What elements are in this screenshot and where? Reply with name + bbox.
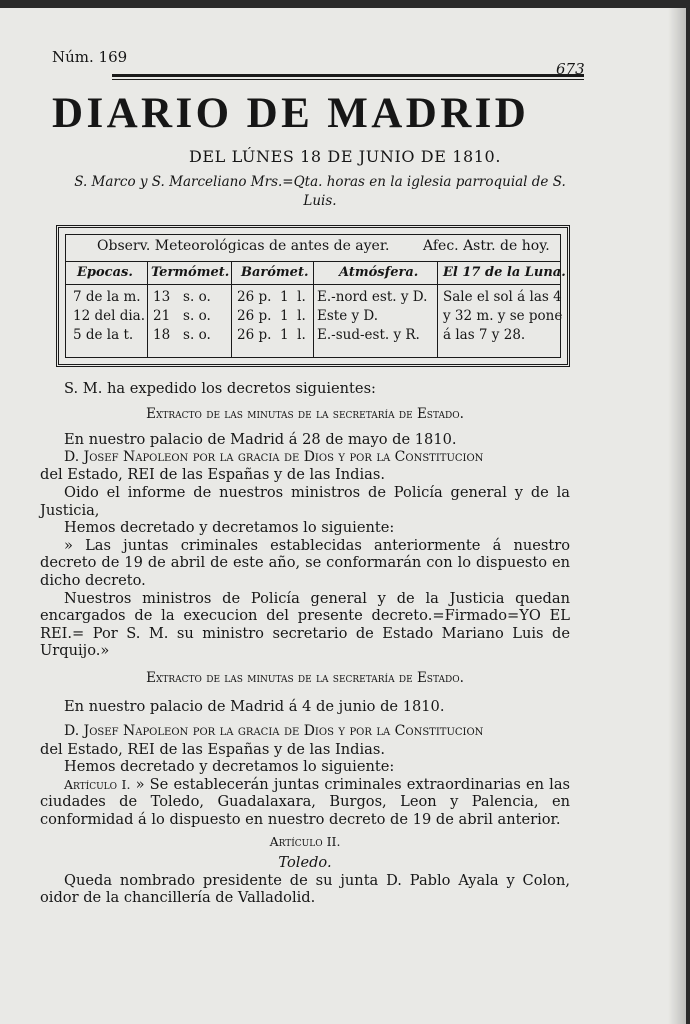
header-rule — [112, 74, 584, 80]
weather-cell-atmos: E.-nord est. y D. — [317, 289, 428, 305]
page-number: 673 — [556, 60, 585, 78]
weather-cell-luna: Sale el sol á las 4 — [443, 289, 562, 305]
col-header-luna: El 17 de la Luna. — [443, 265, 566, 280]
col-header-atmosfera: Atmósfera. — [339, 265, 419, 280]
decree-text: » Las juntas criminales establecidas anteriormente á nuestro decreto de 19 de abril de este año, se conformarán con lo dispuesto en dicho decreto. — [40, 536, 570, 589]
weather-column-divider — [313, 261, 314, 358]
weather-column-divider — [231, 261, 232, 358]
weather-cell-epoca: 12 del dia. — [73, 308, 146, 324]
col-header-barometro: Barómet. — [241, 265, 309, 280]
king-title: del Estado, REI de las Españas y de las Indias. — [40, 466, 385, 484]
section-heading: Extracto de las minutas de la secretaría de Estado. — [146, 405, 464, 422]
weather-cell-baro: 26 p. 1 l. — [237, 308, 306, 324]
article-label: Artículo II. — [269, 833, 341, 849]
decree-place-date: En nuestro palacio de Madrid á 4 de junio de 1810. — [64, 697, 445, 715]
appointment-text: Queda nombrado presidente de su junta D. Pablo Ayala y Colon, oidor de la chancillería de Valladolid. — [40, 871, 570, 907]
article-text: » Se establecerán juntas criminales extraordinarias en las ciudades de Toledo, Guadalaxara, Burgos, Leon y Palencia, en conformidad á lo dispuesto en nuestro decreto de 19 de abril anterior. — [40, 775, 571, 829]
col-header-epocas: Epocas. — [77, 265, 133, 280]
intro-line: S. M. ha expedido los decretos siguientes: — [64, 380, 376, 397]
weather-cell-epoca: 7 de la m. — [73, 289, 141, 305]
article-one — [40, 776, 570, 829]
decree-signature: Nuestros ministros de Policía general y de la Justicia quedan encargados de la execucion del presente decreto.=Firmado=YO EL REI.= Por S. M. su ministro secretario de Estado Mariano Luis de Urquijo.» — [40, 589, 570, 660]
dateline: DEL LÚNES 18 DE JUNIO DE 1810. — [188, 147, 502, 166]
issue-number: Núm. 169 — [52, 48, 128, 66]
weather-cell-atmos: E.-sud-est. y R. — [317, 327, 420, 343]
decree-preamble: Oido el informe de nuestros ministros de Policía general y de la Justicia, — [40, 483, 570, 519]
weather-heading-astronomy: Afec. Astr. de hoy. — [423, 238, 550, 254]
weather-table — [56, 225, 570, 367]
weather-cell-atmos: Este y D. — [317, 308, 379, 324]
newspaper-page — [0, 8, 686, 1024]
article-body — [40, 380, 570, 907]
weather-cell-luna: á las 7 y 28. — [443, 327, 526, 343]
weather-cell-luna: y 32 m. y se pone — [443, 308, 563, 324]
weather-cell-baro: 26 p. 1 l. — [237, 289, 306, 305]
saints-of-day: S. Marco y S. Marceliano Mrs.=Qta. horas en la iglesia parroquial de S. Luis. — [74, 174, 566, 209]
masthead-title: DIARIO DE MADRID — [52, 90, 530, 137]
weather-column-divider — [147, 261, 148, 358]
weather-column-divider — [437, 261, 438, 358]
weather-cell-term: 21 s. o. — [153, 308, 211, 324]
section-heading: Extracto de las minutas de la secretaría de Estado. — [146, 669, 464, 686]
king-title: del Estado, REI de las Españas y de las Indias. — [40, 740, 385, 758]
decree-place-date: En nuestro palacio de Madrid á 28 de mayo de 1810. — [64, 431, 457, 449]
article-label: Artículo I. — [64, 776, 131, 792]
weather-cell-term: 13 s. o. — [153, 289, 211, 305]
king-name: D. Josef Napoleon por la gracia de Dios y por la Constitucion — [64, 723, 484, 740]
weather-heading-observations: Observ. Meteorológicas de antes de ayer. — [97, 238, 390, 254]
weather-cell-baro: 26 p. 1 l. — [237, 327, 306, 343]
weather-cell-term: 18 s. o. — [153, 327, 211, 343]
king-name: D. Josef Napoleon por la gracia de Dios y por la Constitucion — [64, 448, 484, 465]
decree-formula: Hemos decretado y decretamos lo siguiente: — [64, 519, 395, 537]
decree-formula: Hemos decretado y decretamos lo siguiente: — [64, 758, 395, 776]
col-header-termometro: Termómet. — [151, 265, 230, 280]
city-heading: Toledo. — [278, 854, 332, 872]
weather-cell-epoca: 5 de la t. — [73, 327, 134, 343]
